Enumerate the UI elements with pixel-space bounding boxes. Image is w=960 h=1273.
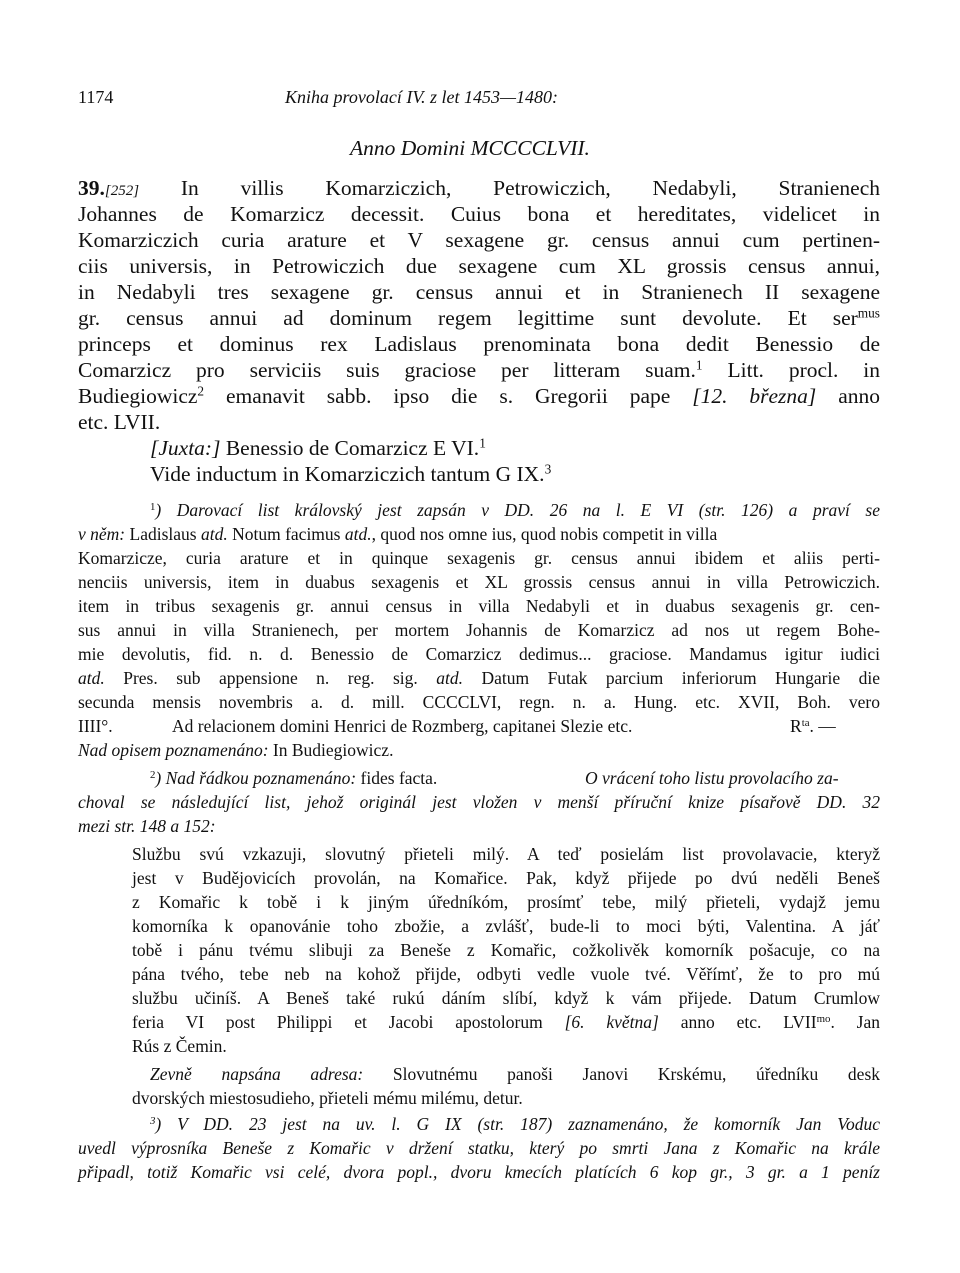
footnote-line: IIII°. xyxy=(78,716,113,736)
footnote-line: mie devolutis, fid. n. d. Benessio de Comarzicz dedimus... graciose. Mandamus igitur iudici xyxy=(78,644,880,664)
entry-line: Comarzicz pro serviciis suis graciose per litteram suam.$^1$ Litt. procl. in xyxy=(78,357,881,382)
folio-ref: [252] xyxy=(104,183,140,199)
footnote-line: nenciis universis, item in duabus sexagenis et XL grossis census annui in villa Petrowiczich. xyxy=(78,572,880,592)
footnote-line: choval se následující list, jehož originál jest vložen v menší příruční knize písařově DD. 32 xyxy=(78,792,880,812)
footnote-line: připadl, totiž Komařic vsi celé, dvora popl., dvoru kmecích platících 6 kop gr., 3 gr. a 1 peníz xyxy=(78,1162,880,1182)
letter-line: tobě i pánu tvému slibuji za Beneše z Komařic, cožkolivěk komorník pošacuje, co na xyxy=(132,940,880,960)
entry-line: Komarziczich curia arature et V sexagene gr. census annui cum pertinen- xyxy=(78,228,880,252)
vide-line: Vide inductum in Komarziczich tantum G IX.$^3$ xyxy=(150,461,552,486)
letter-line: feria VI post Philippi et Jacobi apostolorum [6. května] anno etc. $LVII^{mo}$. Jan xyxy=(132,1012,880,1032)
letter-line: z Komařic k tobě i k jiným úředníkóm, prosímť tebe, milý přieteli, vydajž jemu xyxy=(132,892,880,912)
footnote-line: mezi str. 148 a 152: xyxy=(78,816,216,836)
entry-line: Budiegiowicz$^2$ emanavit sabb. ipso die s. Gregorii pape [12. března] anno xyxy=(78,383,880,408)
footnote-line: $^1$) Darovací list královský jest zapsán v DD. 26 na l. E VI (str. 126) a praví se xyxy=(150,500,880,520)
entry-line: 39.[252] In villis Komarziczich, Petrowiczich, Nedabyli, Stranienech xyxy=(78,176,880,200)
footnote-line: secunda mensis novembris a. d. mill. CCCCLVI, regn. n. a. Hung. etc. XVII, Boh. vero xyxy=(78,692,880,712)
entry-line: gr. census annui ad dominum regem legittime sunt devolute. Et ser$^{mus}$ xyxy=(78,305,880,330)
section-title: Anno Domini MCCCCLVII. xyxy=(350,136,590,160)
footnote-line: sus annui in villa Stranienech, per mortem Johannis de Komarzicz ad nos ut regem Bohe- xyxy=(78,620,880,640)
entry-line: Johannes de Komarzicz decessit. Cuius bona et hereditates, videlicet in xyxy=(78,202,880,226)
footnote-ref: 3 xyxy=(544,461,552,477)
letter-line: službu učiníš. A Beneš také rukú dáním slíbí, když k vám přijede. Datum Crumlow xyxy=(132,988,880,1008)
footnote-line: $R^{ta}$. — xyxy=(790,716,836,736)
footnote-line: atd. Pres. sub appensione n. reg. sig. atd. Datum Futak parcium inferiorum Hungarie die xyxy=(78,668,880,688)
footnote-ref: 1 xyxy=(479,435,486,451)
entry-line: in Nedabyli tres sexagene gr. census annui et in Stranienech II sexagene xyxy=(78,280,880,304)
footnote-ref: 1 xyxy=(695,357,703,373)
footnote-line: O vrácení toho listu provolacího za- xyxy=(585,768,839,788)
entry-number: 39. xyxy=(78,176,105,200)
letter-line: Službu svú vzkazuji, slovutný přieteli milý. A teď posielám list provolavacie, kteryž xyxy=(132,844,880,864)
footnote-line: item in tribus sexagenis gr. annui census in villa Nedabyli et in duabus sexagenis gr. cen- xyxy=(78,596,880,616)
footnote-line: Nad opisem poznamenáno: In Budiegiowicz. xyxy=(78,740,394,760)
footnote-line: $^3$) V DD. 23 jest na uv. l. G IX (str. 187) zaznamenáno, že komorník Jan Voduc xyxy=(150,1114,880,1134)
footnote-line: Komarzicze, curia arature et in quinque sexagenis gr. census annui ibidem et aliis perti- xyxy=(78,548,880,568)
page-number: 1174 xyxy=(78,87,114,107)
footnote-ref: 2 xyxy=(197,383,205,399)
address-line: Zevně napsána adresa: Slovutnému panoši Janovi Krskému, úředníku desk xyxy=(150,1064,881,1084)
letter-line: pána tvého, tebe neb na kohož přijde, odbyti vedle vuole tvé. Věřímť, že to pro mú xyxy=(132,964,880,984)
letter-line: komorníka k opanovánie toho zbožie, a zvlášť, bude-li to moci býti, Valentina. A jáť xyxy=(132,916,880,936)
entry-line: ciis universis, in Petrowiczich due sexagene cum XL grossis census annui, xyxy=(78,254,880,278)
entry-line: princeps et dominus rex Ladislaus prenominata bona dedit Benessio de xyxy=(78,332,880,356)
running-title: Kniha provolací IV. z let 1453—1480: xyxy=(285,87,558,107)
entry-line: etc. LVII. xyxy=(78,410,161,434)
letter-line: jest v Budějovicích provolán, na Komařice. Pak, když přijede po dvú neděli Beneš xyxy=(132,868,880,888)
footnote-line: Ad relacionem domini Henrici de Rozmberg, capitanei Slezie etc. xyxy=(172,716,633,736)
footnote-line: uvedl výprosníka Beneše z Komařic v držení statku, který po smrti Jana z Komařic na krále xyxy=(78,1138,880,1158)
juxta-line: [Juxta:] Benessio de Comarzicz E VI.$^1$ xyxy=(150,435,486,460)
footnote-line: v něm: Ladislaus atd. Notum facimus atd., quod nos omne ius, quod nobis competit in villa xyxy=(78,524,718,544)
superscript: mus xyxy=(857,305,880,321)
letter-line: Rús z Čemin. xyxy=(132,1036,227,1056)
footnote-line: $^2$) Nad řádkou poznamenáno: fides facta. xyxy=(150,768,438,788)
address-line: dvorských miestosudieho, přieteli mému milému, detur. xyxy=(132,1088,523,1108)
